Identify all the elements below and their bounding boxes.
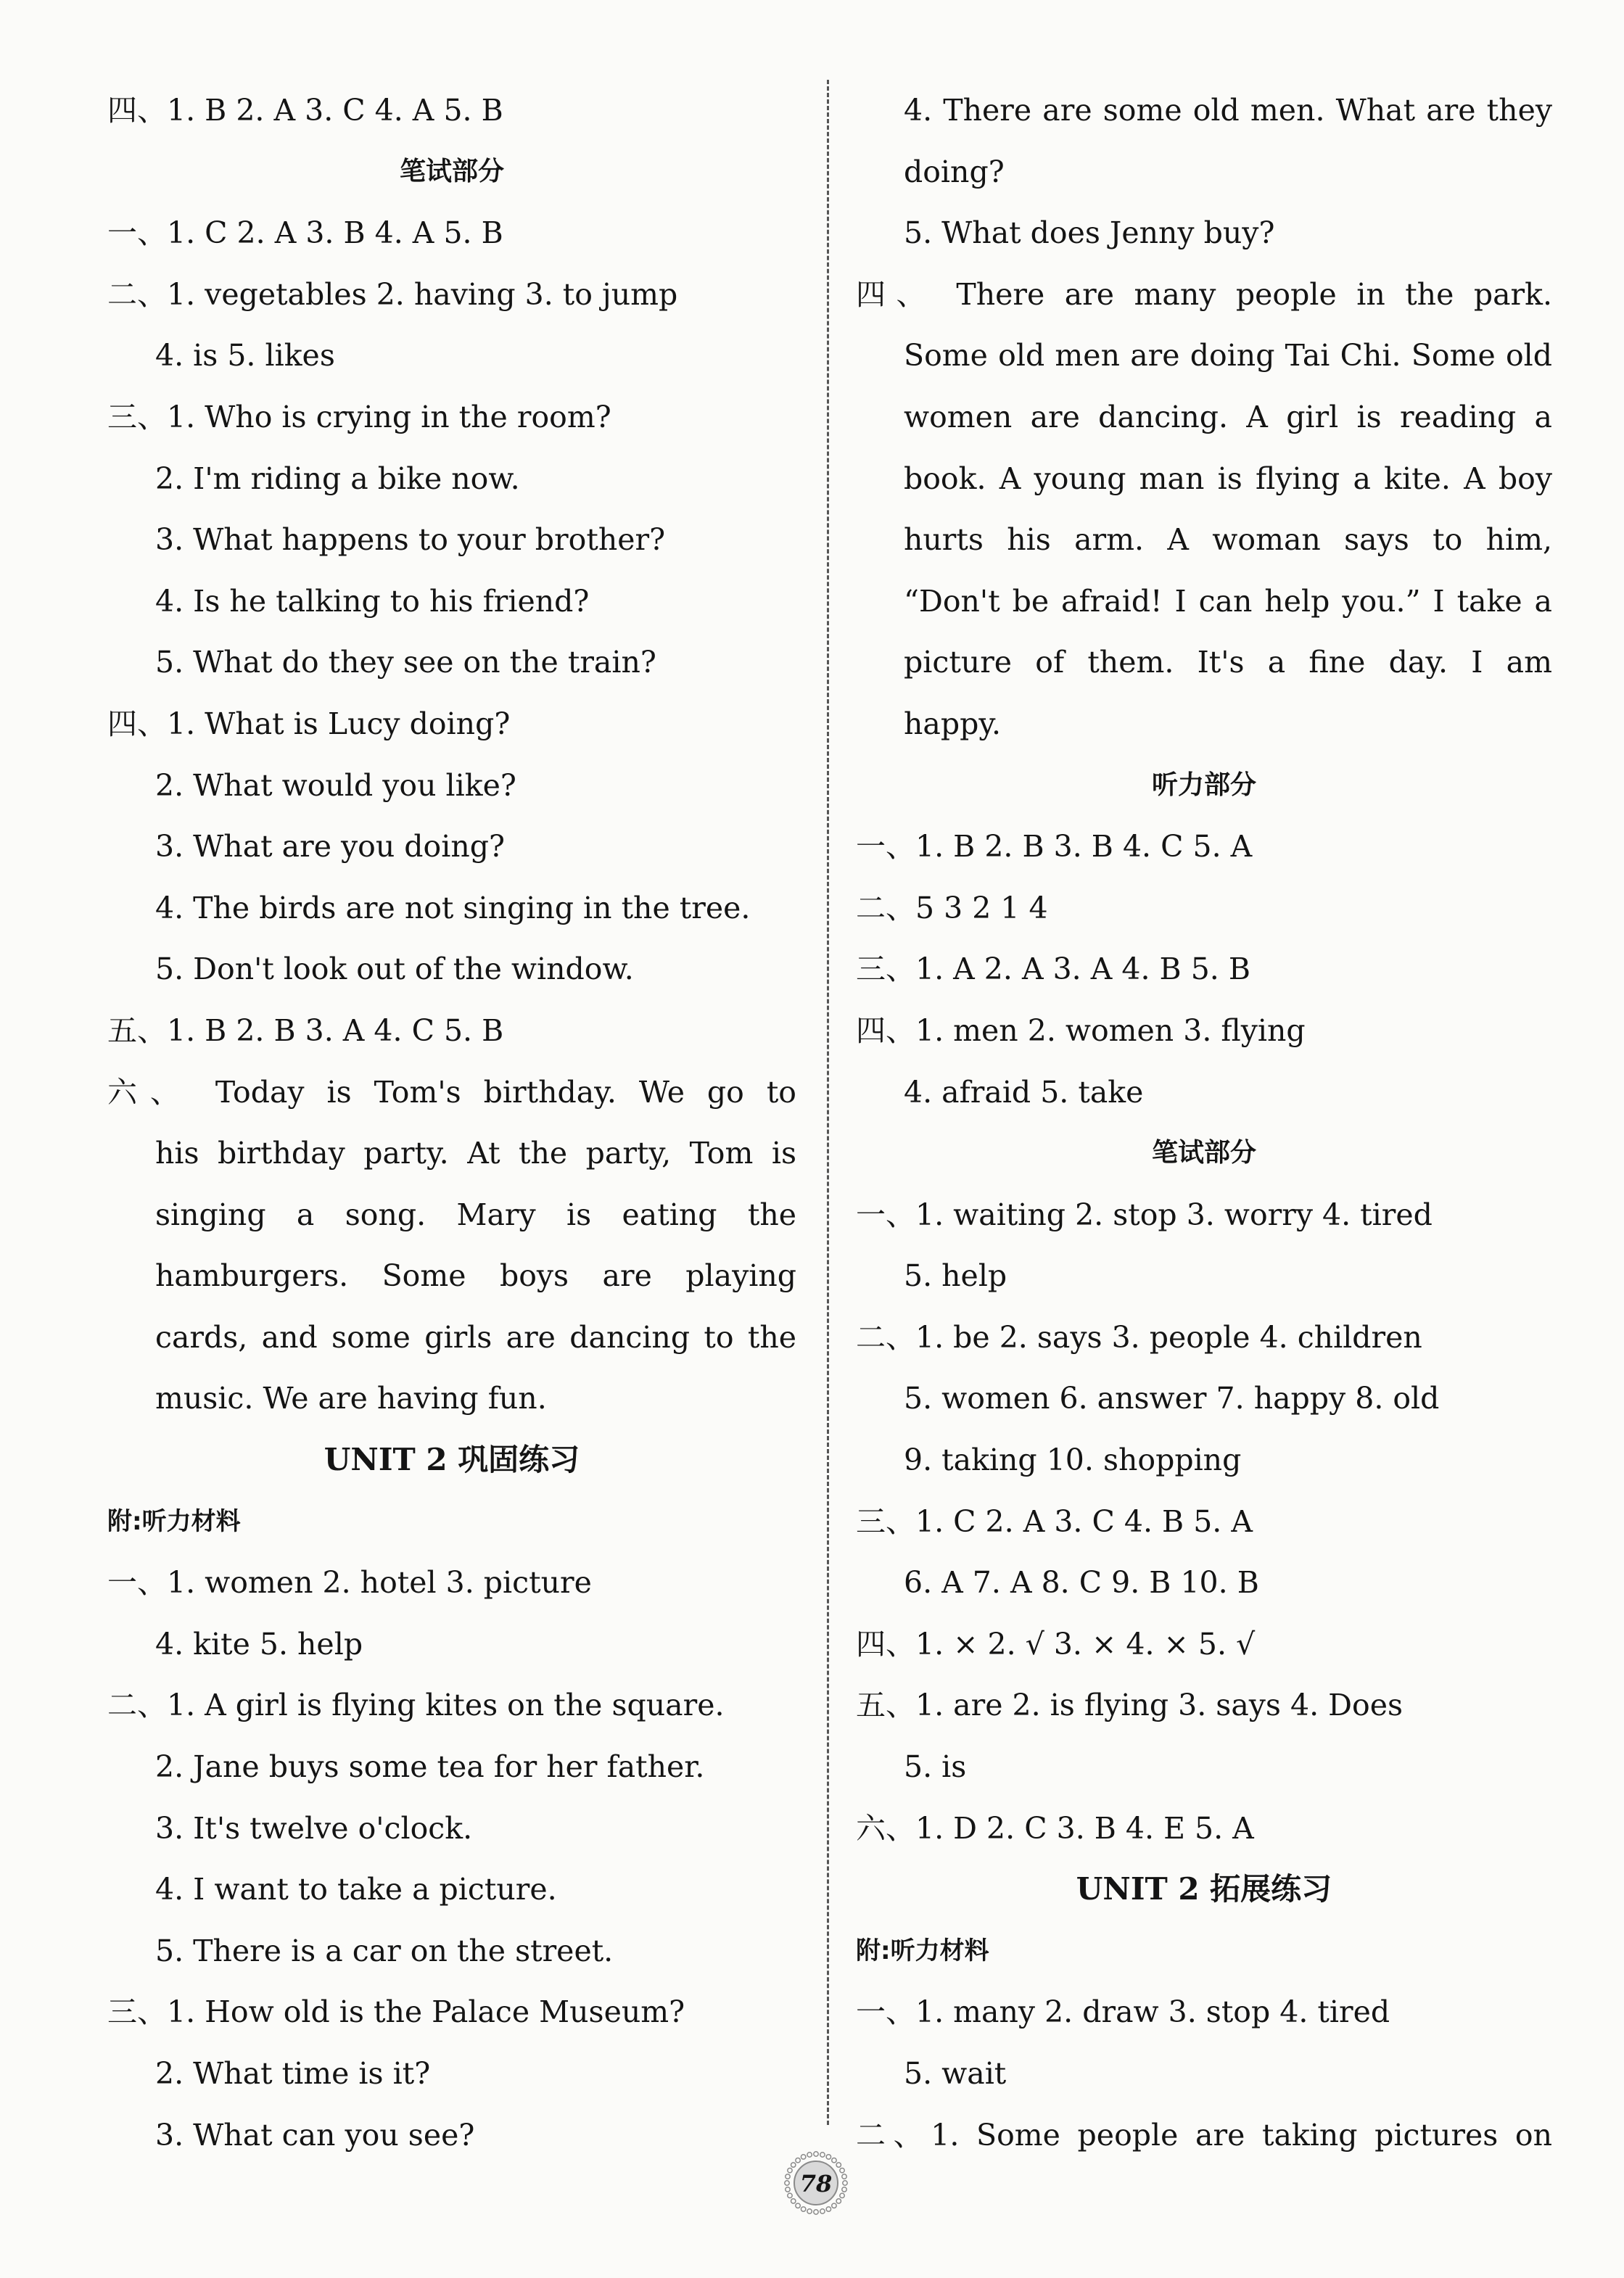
badge-dot — [807, 2209, 812, 2213]
answer-line: 三、1. A 2. A 3. A 4. B 5. B — [856, 952, 1250, 987]
passage-line: cards, and some girls are dancing to the — [155, 1319, 796, 1355]
answer-line: 二、1. be 2. says 3. people 4. children — [856, 1319, 1422, 1355]
answer-line: 三、1. C 2. A 3. C 4. B 5. A — [856, 1503, 1253, 1539]
answer-line: 9. taking 10. shopping — [904, 1443, 1242, 1478]
section-heading: 笔试部分 — [1151, 1138, 1256, 1168]
answer-line: 五、1. are 2. is flying 3. says 4. Does — [856, 1688, 1404, 1723]
answer-line: 2. I'm riding a bike now. — [155, 461, 520, 496]
passage-line: picture of them. It's a fine day. I am — [904, 645, 1552, 680]
page-number-badge — [781, 2148, 851, 2218]
answer-line: 3. What can you see? — [155, 2117, 475, 2153]
answer-line: 5. women 6. answer 7. happy 8. old — [904, 1381, 1440, 1416]
answer-line: 三、1. How old is the Palace Museum? — [107, 1994, 685, 2030]
badge-dot — [788, 2193, 792, 2197]
passage-line: his birthday party. At the party, Tom is — [155, 1136, 796, 1171]
answer-line: 2. What would you like? — [155, 767, 516, 803]
answer-line: 二、1. vegetables 2. having 3. to jump — [107, 276, 678, 312]
answer-line: 四、1. men 2. women 3. flying — [856, 1012, 1306, 1048]
answer-line: 一、1. women 2. hotel 3. picture — [107, 1565, 592, 1601]
answer-line: 5. wait — [904, 2056, 1007, 2091]
badge-dot — [832, 2203, 836, 2208]
badge-dot — [786, 2187, 790, 2192]
answer-line: 4. afraid 5. take — [904, 1074, 1144, 1110]
listening-material-label: 附:听力材料 — [856, 1936, 989, 1965]
answer-line: 5. There is a car on the street. — [155, 1933, 614, 1968]
answer-line: 4. is 5. likes — [155, 338, 335, 374]
badge-dot — [842, 2174, 846, 2179]
answer-line: 六、1. D 2. C 3. B 4. E 5. A — [856, 1810, 1254, 1846]
passage-line: Some old men are doing Tai Chi. Some old — [904, 338, 1552, 374]
answer-line: 一、1. C 2. A 3. B 4. A 5. B — [107, 215, 503, 251]
badge-dot — [840, 2193, 844, 2197]
badge-dot — [796, 2203, 800, 2208]
column-divider — [827, 80, 829, 2125]
badge-dot — [820, 2153, 825, 2157]
section-heading: 听力部分 — [1151, 769, 1256, 800]
right-column — [856, 80, 1552, 2166]
answer-line: music. We are having fun. — [155, 1381, 547, 1416]
passage-line: 四、 There are many people in the park. — [856, 276, 1552, 312]
answer-line: 4. The birds are not singing in the tree. — [155, 890, 751, 925]
badge-dot — [801, 2207, 805, 2211]
answer-line: 二、5 3 2 1 4 — [856, 890, 1048, 925]
badge-dot — [820, 2209, 825, 2213]
badge-dot — [842, 2187, 846, 2192]
answer-line: 4. kite 5. help — [155, 1626, 363, 1662]
answer-line: 2. Jane buys some tea for her father. — [155, 1749, 705, 1785]
answer-line: 五、1. B 2. B 3. A 4. C 5. B — [107, 1012, 504, 1048]
passage-line: singing a song. Mary is eating the — [155, 1197, 796, 1232]
badge-dot — [836, 2199, 841, 2203]
answer-line: 5. is — [904, 1749, 967, 1785]
page-number: 78 — [799, 2170, 833, 2197]
answer-line: 3. What happens to your brother? — [155, 522, 666, 558]
answer-line: 3. It's twelve o'clock. — [155, 1810, 473, 1846]
left-column — [107, 80, 796, 2166]
answer-line: 5. What do they see on the train? — [155, 645, 656, 680]
badge-dot — [814, 2210, 818, 2214]
badge-dot — [832, 2158, 836, 2163]
answer-line: 5. Don't look out of the window. — [155, 952, 634, 987]
answer-line: 四、1. B 2. A 3. C 4. A 5. B — [107, 93, 503, 128]
badge-dot — [814, 2152, 818, 2156]
passage-line: hamburgers. Some boys are playing — [155, 1258, 796, 1294]
badge-dot — [840, 2168, 844, 2172]
badge-dot — [791, 2199, 796, 2203]
badge-dot — [786, 2174, 790, 2179]
answer-line: happy. — [904, 706, 1002, 741]
badge-dot — [826, 2207, 830, 2211]
section-heading: 笔试部分 — [399, 156, 504, 186]
badge-dot — [796, 2158, 800, 2163]
answer-line: 5. What does Jenny buy? — [904, 215, 1275, 251]
answer-line: 一、1. B 2. B 3. B 4. C 5. A — [856, 829, 1253, 864]
badge-dot — [788, 2168, 792, 2172]
answer-line: 四、1. What is Lucy doing? — [107, 706, 511, 741]
passage-line: book. A young man is flying a kite. A boy — [904, 461, 1552, 496]
answer-line: 6. A 7. A 8. C 9. B 10. B — [904, 1565, 1259, 1601]
passage-line: “Don't be afraid! I can help you.” I take a — [904, 583, 1552, 619]
badge-dot — [791, 2163, 796, 2167]
passage-line: hurts his arm. A woman says to him, — [904, 522, 1552, 558]
answer-line: 一、1. many 2. draw 3. stop 4. tired — [856, 1994, 1390, 2030]
listening-material-label: 附:听力材料 — [107, 1506, 241, 1536]
answer-line: 一、1. waiting 2. stop 3. worry 4. tired — [856, 1197, 1433, 1232]
badge-dot — [785, 2181, 789, 2185]
badge-dot — [826, 2155, 830, 2159]
passage-line: 六、 Today is Tom's birthday. We go to — [107, 1074, 796, 1110]
passage-line: women are dancing. A girl is reading a — [904, 399, 1552, 434]
answer-line: 5. help — [904, 1258, 1007, 1294]
answer-line: 三、1. Who is crying in the room? — [107, 399, 611, 434]
badge-dot — [836, 2163, 841, 2167]
unit-heading: UNIT 2 拓展练习 — [1076, 1871, 1332, 1907]
badge-dot — [843, 2181, 847, 2185]
answer-line: 4. Is he talking to his friend? — [155, 583, 590, 619]
answer-line: 二、1. A girl is flying kites on the square. — [107, 1688, 725, 1723]
badge-dot — [801, 2155, 805, 2159]
answer-line: 3. What are you doing? — [155, 829, 505, 864]
passage-line: 4. There are some old men. What are they — [904, 93, 1552, 128]
answer-line: 2. What time is it? — [155, 2056, 431, 2091]
badge-dot — [807, 2153, 812, 2157]
unit-heading: UNIT 2 巩固练习 — [323, 1442, 580, 1478]
answer-line: 四、1. × 2. √ 3. × 4. × 5. √ — [856, 1626, 1256, 1662]
answer-line: doing? — [904, 154, 1005, 189]
answer-line: 4. I want to take a picture. — [155, 1872, 557, 1907]
passage-line: 二、1. Some people are taking pictures on — [856, 2117, 1552, 2153]
